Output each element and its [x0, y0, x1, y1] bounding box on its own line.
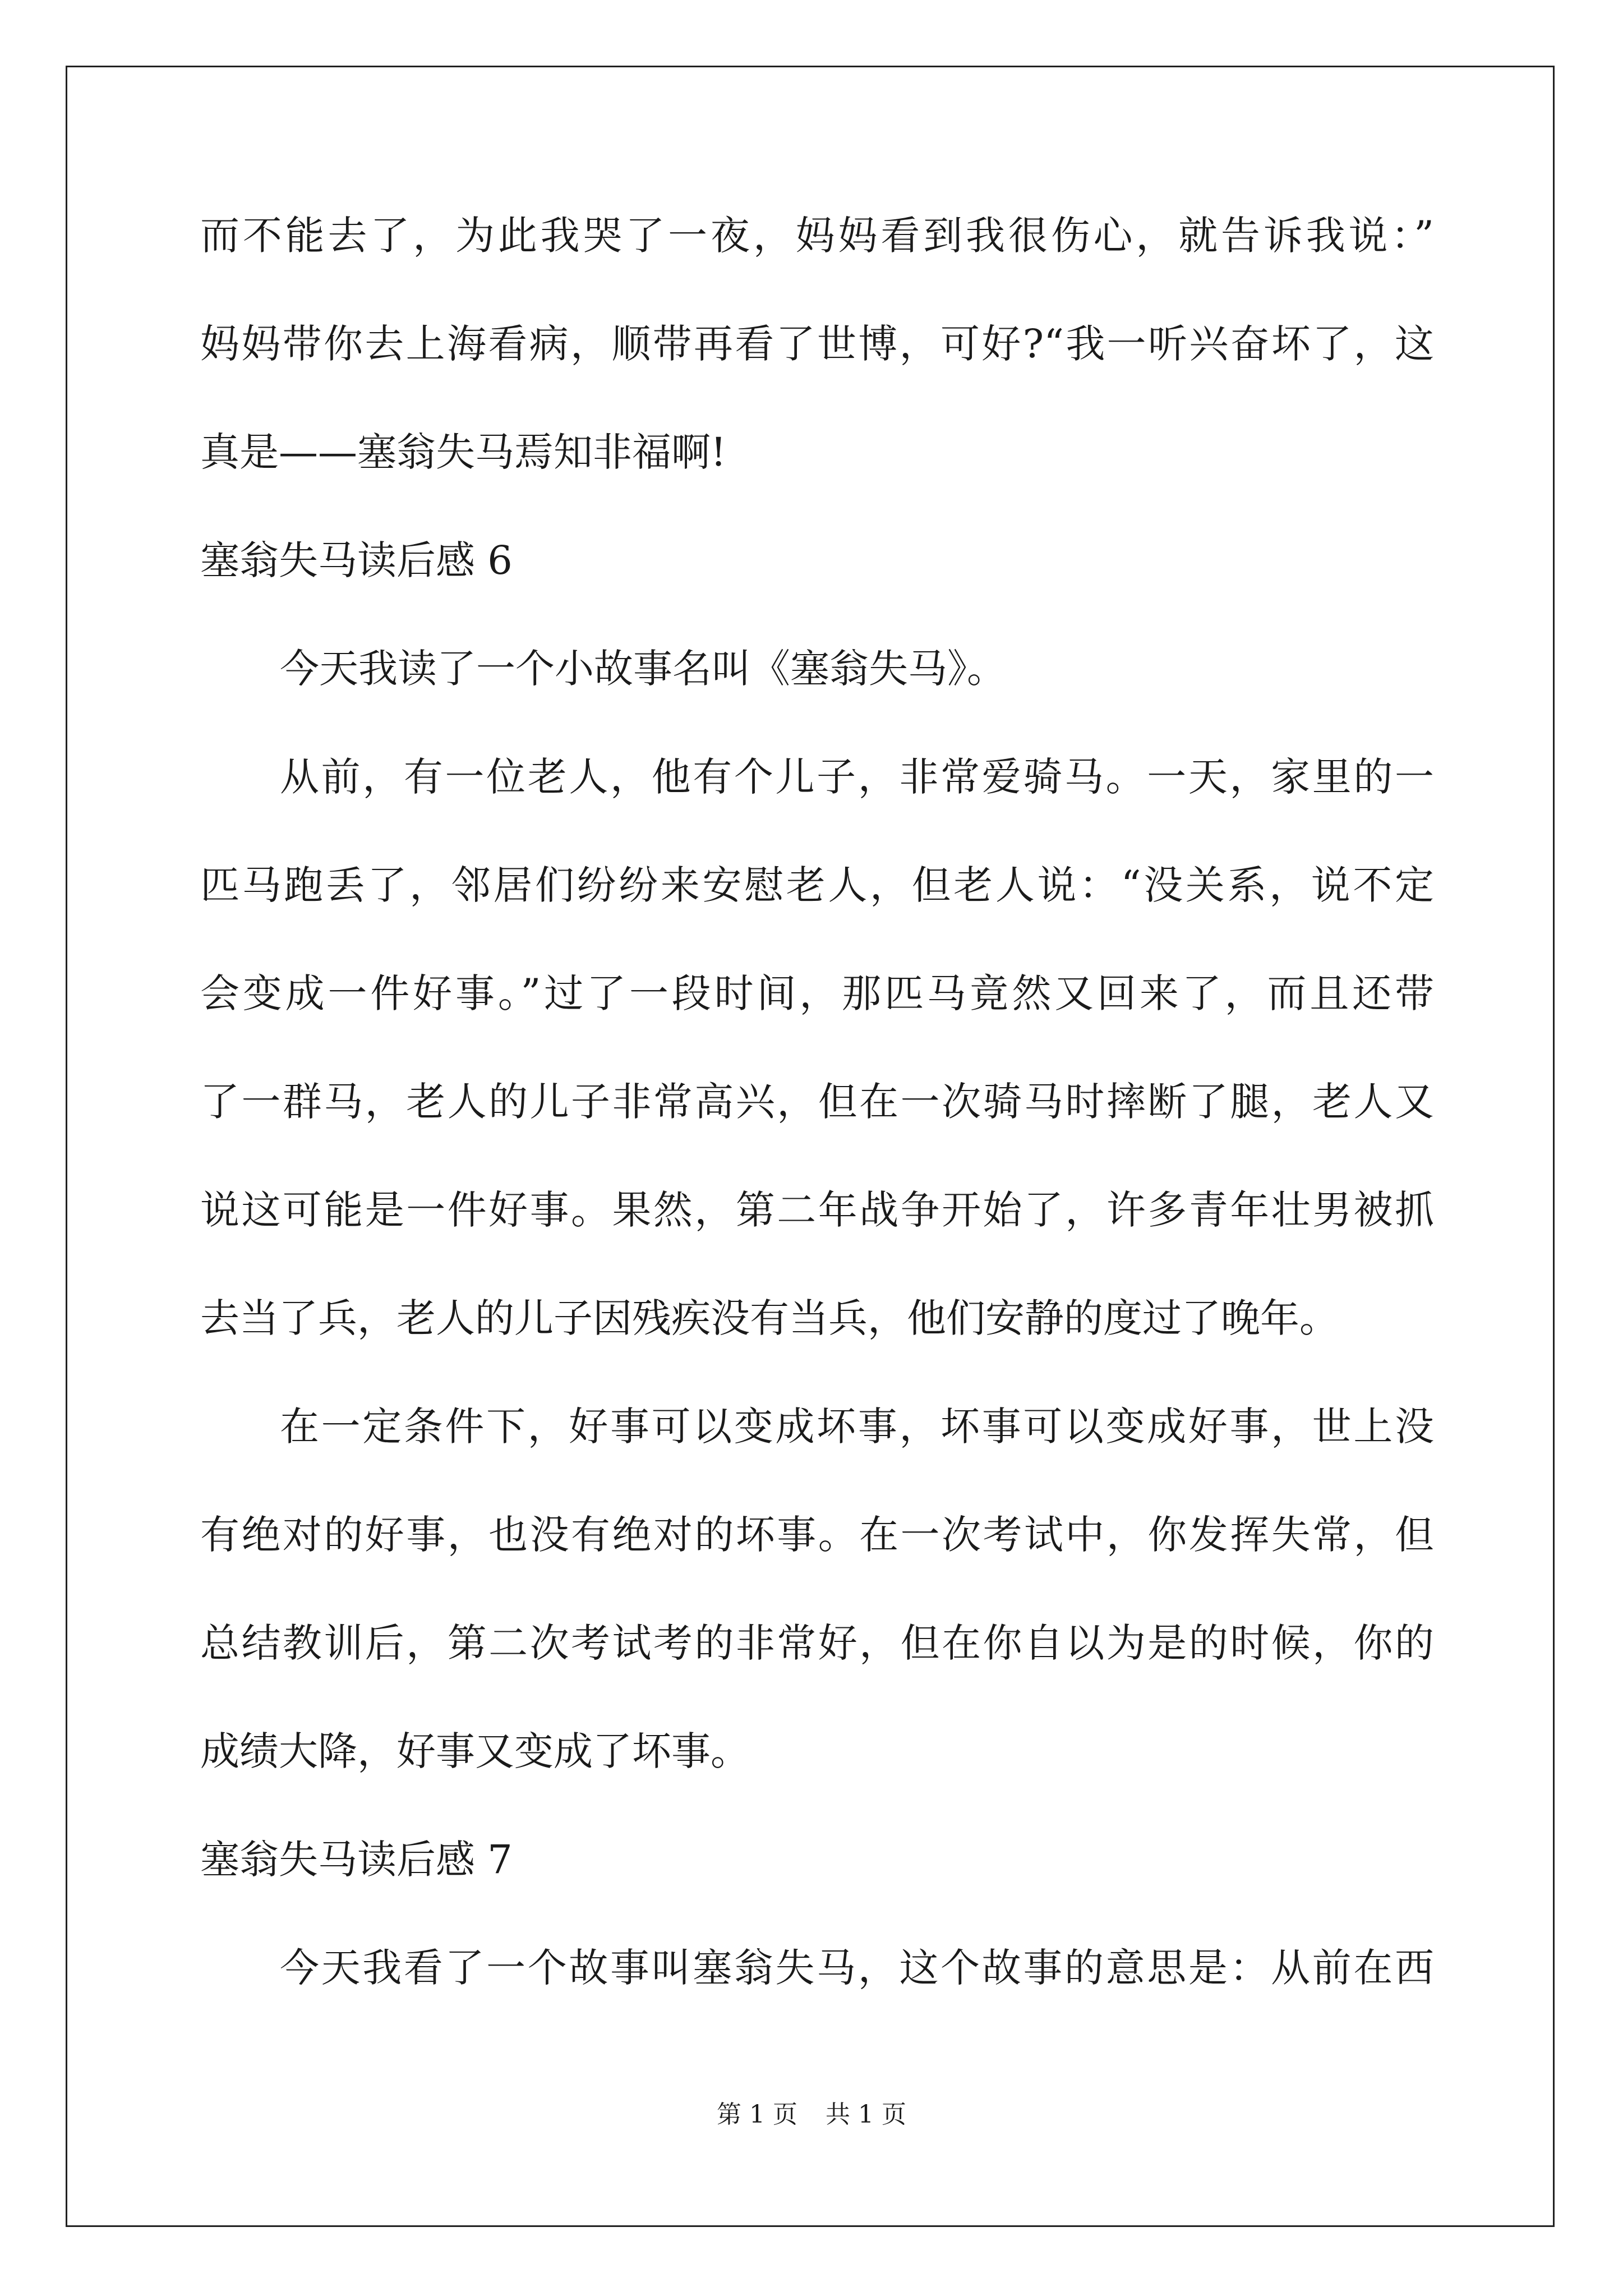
section-heading: 塞翁失马读后感 7	[200, 1837, 513, 1883]
text-line: 有绝对的好事，也没有绝对的坏事。在一次考试中，你发挥失常，但	[200, 1512, 1434, 1558]
page-number-current: 第 1 页	[717, 2100, 797, 2129]
text-line: 了一群马，老人的儿子非常高兴，但在一次骑马时摔断了腿，老人又	[200, 1079, 1434, 1125]
text-line: 在一定条件下，好事可以变成坏事，坏事可以变成好事，世上没	[280, 1404, 1434, 1450]
text-line: 妈妈带你去上海看病，顺带再看了世博，可好?“我一听兴奋坏了，这	[200, 321, 1434, 367]
text-line: 总结教训后，第二次考试考的非常好，但在你自以为是的时候，你的	[200, 1620, 1434, 1666]
text-line: 说这可能是一件好事。果然，第二年战争开始了，许多青年壮男被抓	[200, 1187, 1434, 1233]
text-line: 今天我看了一个故事叫塞翁失马，这个故事的意思是：从前在西	[280, 1945, 1434, 1991]
text-line: 今天我读了一个小故事名叫《塞翁失马》。	[280, 646, 1006, 692]
document-body	[200, 208, 1434, 2048]
text-line: 从前，有一位老人，他有个儿子，非常爱骑马。一天，家里的一	[280, 754, 1434, 800]
page-number-total: 共 1 页	[826, 2100, 906, 2129]
text-line: 真是——塞翁失马焉知非福啊!	[200, 429, 727, 475]
text-line: 去当了兵，老人的儿子因残疾没有当兵，他们安静的度过了晚年。	[200, 1295, 1339, 1341]
text-line: 而不能去了，为此我哭了一夜，妈妈看到我很伤心，就告诉我说：”	[200, 213, 1434, 259]
page-footer	[0, 2098, 1623, 2132]
section-heading: 塞翁失马读后感 6	[200, 537, 513, 583]
text-line: 成绩大降，好事又变成了坏事。	[200, 1728, 750, 1774]
text-line: 匹马跑丢了，邻居们纷纷来安慰老人，但老人说：“没关系，说不定	[200, 862, 1434, 908]
text-line: 会变成一件好事。”过了一段时间，那匹马竟然又回来了，而且还带	[200, 970, 1434, 1016]
